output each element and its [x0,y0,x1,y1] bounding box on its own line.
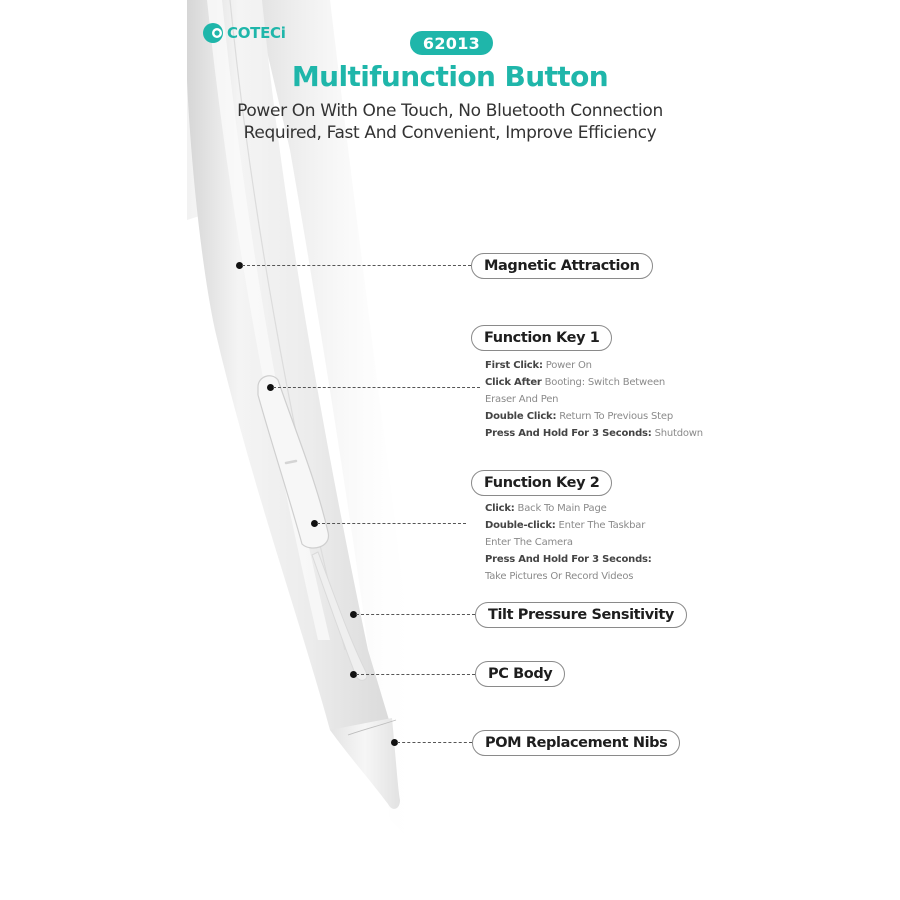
callout-function-key-2 [314,523,466,525]
detail-line: Click After Booting: Switch Between [485,377,666,388]
subtitle-line-1: Power On With One Touch, No Bluetooth Connection [237,101,663,121]
feature-pill-function-key-1: Function Key 1 [471,325,612,351]
brand-logo-icon [202,22,224,44]
callout-dashed-line [242,265,471,266]
function-key-2-details [485,500,652,585]
brand-name: COTECi [227,24,286,42]
callout-function-key-1 [270,387,480,389]
callout-tilt-pressure [353,614,475,616]
detail-line: Take Pictures Or Record Videos [485,571,634,582]
callout-dashed-line [356,674,475,675]
detail-line: Enter The Camera [485,537,573,548]
detail-line: Press And Hold For 3 Seconds: Shutdown [485,428,703,439]
callout-magnetic [239,265,471,267]
callout-dashed-line [273,387,480,388]
detail-line: Eraser And Pen [485,394,559,405]
feature-pill-pc-body: PC Body [475,661,565,687]
callout-dashed-line [397,742,472,743]
function-key-1-details [485,357,703,442]
subtitle-line-2: Required, Fast And Convenient, Improve Efficiency [243,123,657,143]
detail-line: Click: Back To Main Page [485,503,607,514]
feature-pill-tilt-pressure-sensitivity: Tilt Pressure Sensitivity [475,602,687,628]
callout-pc-body [353,674,475,676]
callout-pom-nibs [394,742,472,744]
detail-line: Press And Hold For 3 Seconds: [485,554,652,565]
detail-line: Double Click: Return To Previous Step [485,411,673,422]
brand-logo [202,22,286,44]
model-number-badge: 62013 [410,31,493,55]
feature-pill-function-key-2: Function Key 2 [471,470,612,496]
detail-line: Double-click: Enter The Taskbar [485,520,646,531]
feature-pill-pom-replacement-nibs: POM Replacement Nibs [472,730,680,756]
page-subtitle [195,100,705,144]
detail-line: First Click: Power On [485,360,592,371]
callout-dashed-line [317,523,466,524]
feature-pill-magnetic-attraction: Magnetic Attraction [471,253,653,279]
page-title: Multifunction Button [291,60,609,93]
callout-dashed-line [356,614,475,615]
